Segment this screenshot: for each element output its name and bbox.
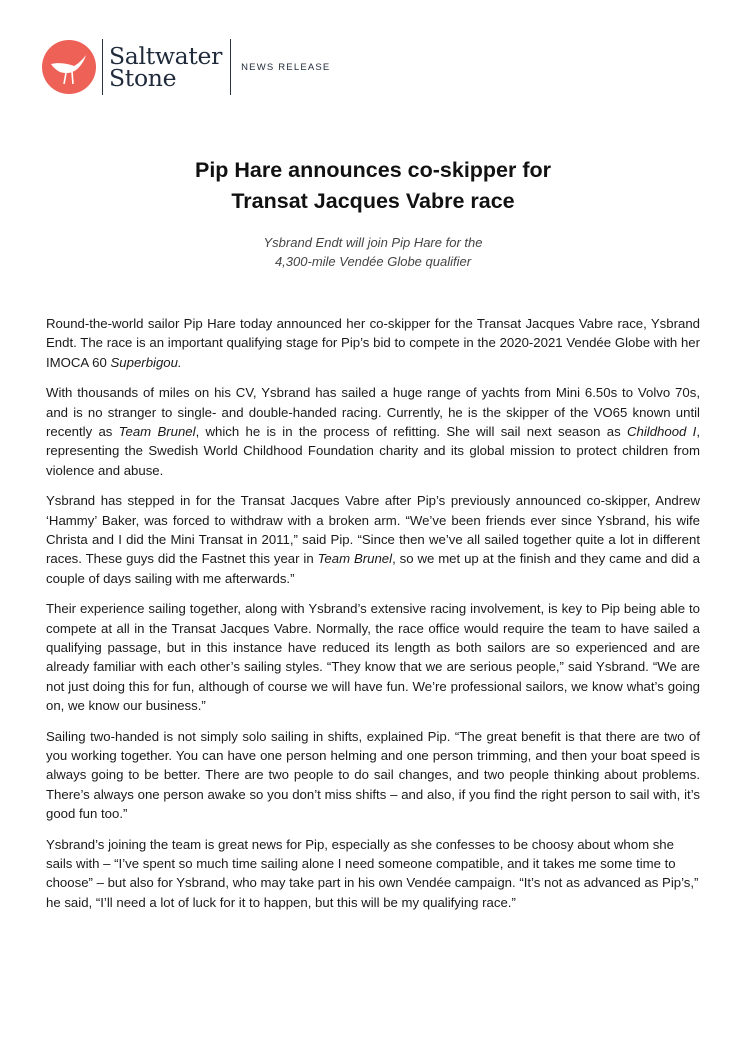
headline (0, 155, 746, 217)
paragraph-3-text: Ysbrand has stepped in for the Transat Jacques Vabre after Pip’s previously announced co-skipper, Andrew ‘Hammy’ Baker, was forced to withdraw with a broken arm. “We’ve been friends ever since Ysbrand, his wife Christa and I did the Mini Transat in 2011,” said Pip. “Since then we’ve all sailed together quite a lot in different races. These guys did the Fastnet this year in (46, 493, 700, 567)
brand-line-1: Saltwater (109, 42, 223, 70)
boat-name-childhood: Childhood I (626, 423, 697, 439)
article-body (46, 314, 700, 923)
news-release-label: NEWS RELEASE (241, 61, 331, 73)
paragraph-2-tail: , representing the Swedish World Childhood Foundation charity and its global mission to protect children from violence and abuse. (46, 423, 700, 478)
headline-line-1: Pip Hare announces co-skipper for (194, 158, 552, 182)
brand-line-2: Stone (109, 64, 177, 92)
paragraph-4: Their experience sailing together, along with Ysbrand’s extensive racing involvement, is key to Pip being able to compete at all in the Transat Jacques Vabre. Normally, the race office would require the team to have sailed a qualifying passage, but in this instance have reduced its length as both sailors are so experienced and are already familiar with each other’s sailing styles. “They know that we are serious people,” said Ysbrand. “We are not just doing this for fun, although of course we will have fun. We’re professional sailors, we know what’s going on, we know our business.” (46, 601, 700, 713)
paragraph-2-text: With thousands of miles on his CV, Ysbrand has sailed a huge range of yachts from Mini 6.50s to Volvo 70s, and is no stranger to single- and double-handed racing. Currently, he is the skipper of the VO65 known until recently as (46, 385, 700, 439)
paragraph-2-mid: , which he is in the process of refitting. She will sail next season as (195, 423, 627, 439)
boat-name-superbigou: Superbigou. (110, 354, 182, 370)
brand-divider (230, 39, 231, 95)
paragraph-3 (46, 491, 700, 587)
paragraph-2 (46, 383, 700, 479)
bird-logo-icon (42, 40, 96, 94)
standfirst-line-1: Ysbrand Endt will join Pip Hare for the (263, 235, 483, 250)
paragraph-3-tail: , so we met up at the finish and they came and did a couple of days sailing with me afterwards.” (46, 551, 700, 586)
logo-divider (102, 39, 103, 95)
paragraph-5: Sailing two-handed is not simply solo sailing in shifts, explained Pip. “The great benefit is that there are two of you working together. You can have one person helming and one person trimming, and then your boat speed is always going to be better. There are two people to do sail changes, and two people thinking about problems. There’s always one person awake so you don’t miss shifts – and also, if you find the right person to sail with, it’s good fun too.” (46, 728, 700, 821)
standfirst (0, 233, 746, 271)
boat-name-team-brunel: Team Brunel (118, 423, 196, 439)
paragraph-1-text: Round-the-world sailor Pip Hare today announced her co-skipper for the Transat Jacques Vabre race, Ysbrand Endt. The race is an important qualifying stage for Pip’s bid to compete in the 2020-2021 Vendée Globe with her IMOCA 60 (46, 316, 700, 370)
letterhead (42, 38, 330, 96)
headline-line-2: Transat Jacques Vabre race (231, 189, 515, 213)
boat-name-team-brunel-2: Team Brunel (317, 551, 393, 567)
paragraph-6: Ysbrand’s joining the team is great news for Pip, especially as she confesses to be choosy about whom she sails with – “I’ve spent so much time sailing alone I need someone compatible, and it takes me some time to choose” – but also for Ysbrand, who may take part in his own Vendée campaign. “It’s not as advanced as Pip’s,” he said, “I’ll need a lot of luck for it to happen, but this will be my qualifying race.” (46, 836, 699, 910)
standfirst-line-2: 4,300-mile Vendée Globe qualifier (274, 254, 472, 269)
brand-name (109, 42, 223, 92)
paragraph-1 (46, 314, 700, 372)
